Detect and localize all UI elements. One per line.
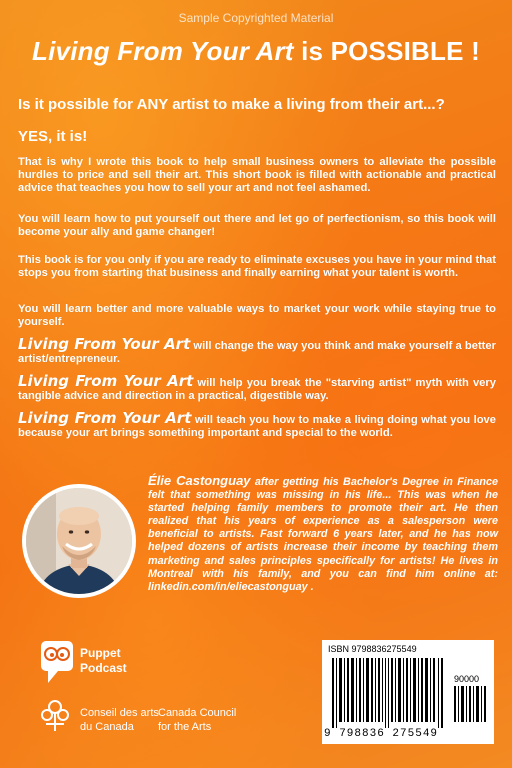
isbn-label: ISBN 9798836275549 [328,644,417,654]
council-name-fr [80,706,159,734]
author-portrait-icon [26,488,132,594]
paragraph-1: That is why I wrote this book to help small business owners to alleviate the possible hurdles to price and sell their art. This short book is filled with actionable and practical advice that teaches you how to sell your art and not feel ashamed. [18,156,496,195]
isbn-digits: 9 798836 275549 [324,728,439,740]
ean-barcode-icon [332,658,444,728]
council-fr-line-2: du Canada [80,721,134,733]
council-en-line-1: Canada Council [158,707,237,719]
paragraph-3: This book is for you only if you are ready to eliminate excuses you have in your mind that stops you from starting that business and finally earning what your talent is worth. [18,254,496,280]
claim-title: Living From Your Art [18,335,191,353]
answer: YES, it is! [18,128,88,145]
headline-title: Living From Your Art [32,36,294,66]
author-name: Élie Castonguay [148,473,251,488]
canada-council-logo [40,698,70,736]
council-name-en [158,706,236,734]
paragraph-2: You will learn how to put yourself out there and let go of perfectionism, so this book will become your ally and game changer! [18,213,496,239]
claim-title: Living From Your Art [18,409,192,427]
puppet-icon [40,640,74,684]
paragraph-4: You will learn better and more valuable ways to market your work while staying true to yourself. [18,303,496,329]
publisher-line-1: Puppet [80,646,121,660]
headline [0,36,512,67]
claim-1 [18,335,496,366]
council-fr-line-1: Conseil des arts [80,707,159,719]
author-photo [22,484,136,598]
question: Is it possible for ANY artist to make a living from their art...? [18,96,445,113]
author-bio [148,474,498,594]
headline-rest: is POSSIBLE ! [293,36,480,66]
publisher-line-2: Podcast [80,661,127,675]
claim-2 [18,372,496,403]
price-code: 90000 [454,674,480,684]
claim-text: will change the way you think and make yourself a better artist/entrepreneur. [18,340,496,366]
addon-barcode-icon [454,686,488,722]
claim-text: will help you break the "starving artist" myth with very tangible advice and direction in a practical, digestible way. [18,377,496,403]
council-en-line-2: for the Arts [158,721,212,733]
watermark: Sample Copyrighted Material [178,11,334,25]
canada-council-icon [40,698,70,732]
author-bio-text: after getting his Bachelor's Degree in Finance felt that something was missing in his life... This was when he started helping family members to promote their art. He then realized that his years of experience as a salesperson were beneficial to artists. Fast forward 6 years later, and he has now helped dozens of artists increase their income by teaching them marketing and sales principles specifically for artists! He lives in Montreal with his family, and you can find him online at: linkedin.com/in/eliecastonguay . [148,476,498,593]
claim-text: will teach you how to make a living doing what you love because your art brings something important and special to the world. [18,414,496,440]
publisher-name [80,646,127,676]
claim-title: Living From Your Art [18,372,194,390]
claim-3 [18,409,496,440]
barcode-box [322,640,494,744]
puppet-podcast-logo [40,640,74,688]
